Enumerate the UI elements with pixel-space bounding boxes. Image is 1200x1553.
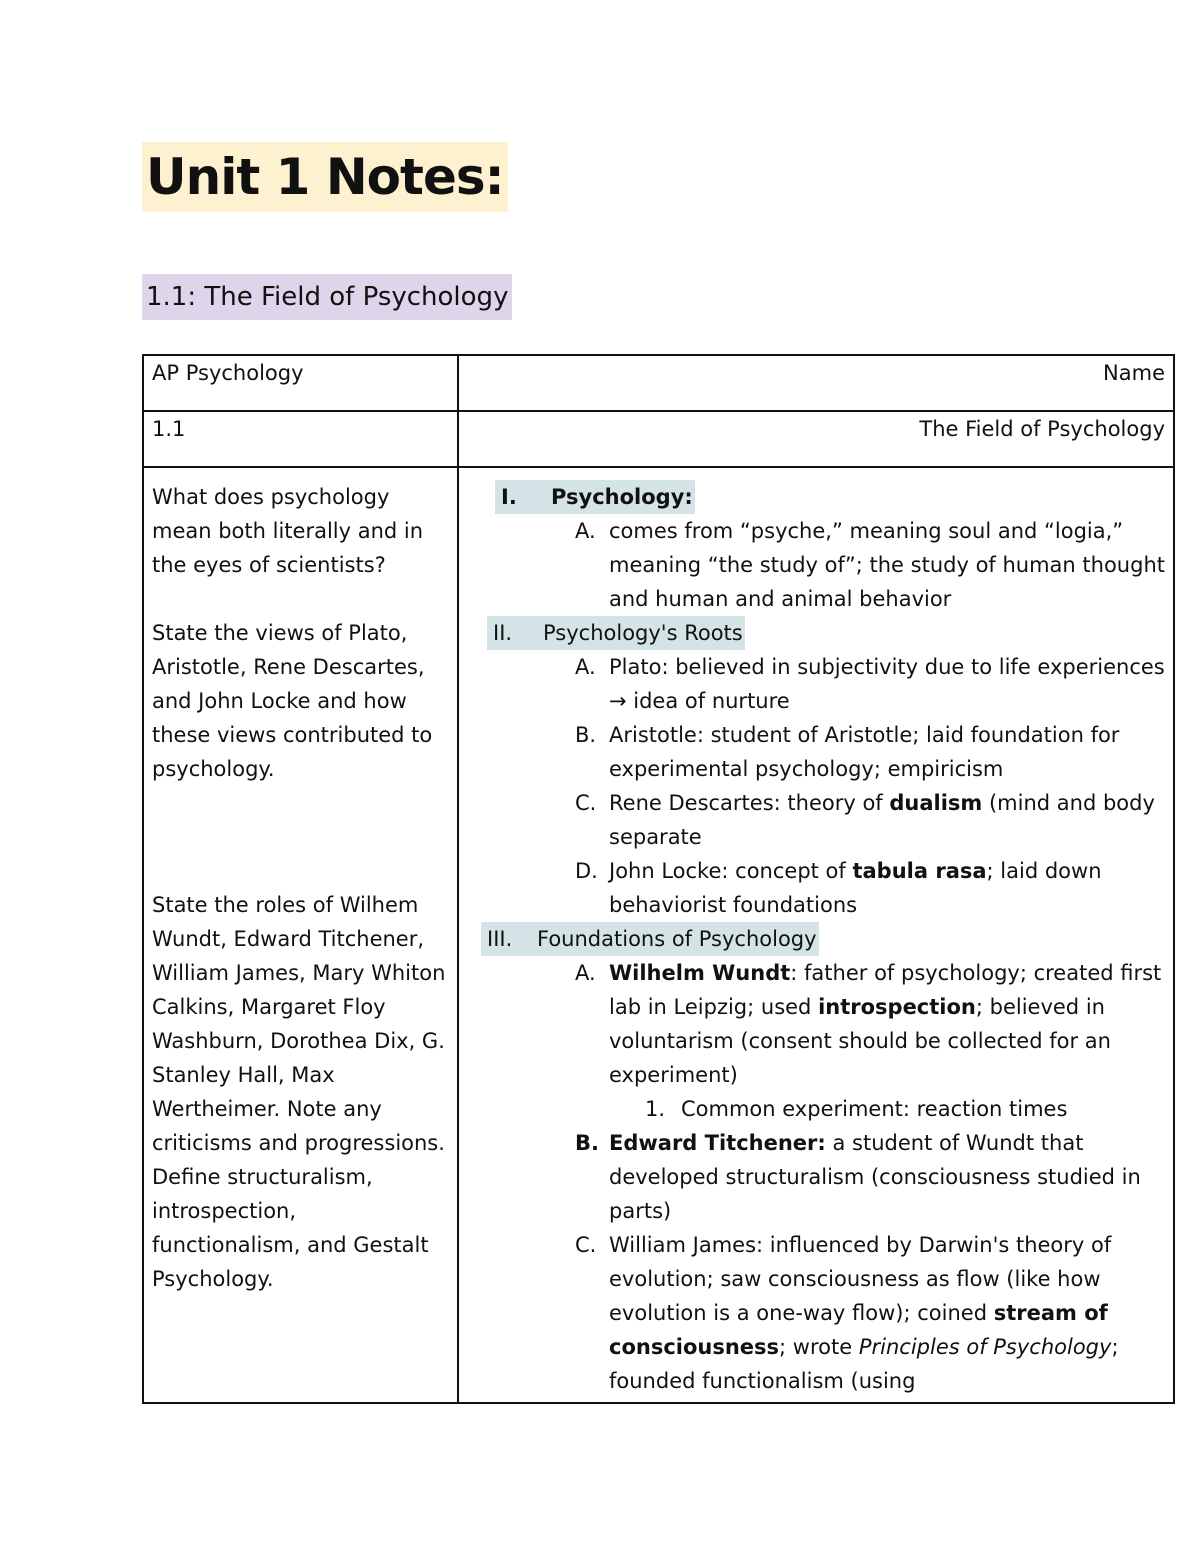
section-3-label: Foundations of Psychology: [537, 927, 817, 951]
key-term: tabula rasa: [852, 859, 987, 883]
table-row: [143, 467, 1174, 1403]
item-letter: B.: [575, 723, 597, 747]
text-run: ; founded functionalism (using: [609, 1335, 1119, 1393]
text-run: ; laid down behaviorist foundations: [609, 859, 1102, 917]
section-2-label: Psychology's Roots: [543, 621, 743, 645]
page-title: Unit 1 Notes:: [142, 142, 508, 212]
course-cell: AP Psychology: [143, 355, 458, 411]
item-text: [609, 854, 1165, 922]
item-text: Aristotle: student of Aristotle; laid foundation for experimental psychology; empiricism: [609, 723, 1120, 781]
item-text: comes from “psyche,” meaning soul and “logia,” meaning “the study of”; the study of human thought and human and animal behavior: [609, 519, 1165, 611]
text-run: Rene Descartes: theory of: [609, 791, 890, 815]
section-2-number: II.: [493, 621, 513, 645]
key-term: stream of consciousness: [609, 1301, 1108, 1359]
item-letter: A.: [575, 519, 596, 543]
text-run: : father of psychology; created first lab in Leipzig; used: [609, 961, 1162, 1019]
question-1: What does psychology mean both literally and in the eyes of scientists?: [152, 485, 424, 577]
item-letter: A.: [575, 655, 596, 679]
section-3-number: III.: [487, 927, 513, 951]
item-letter: D.: [575, 859, 598, 883]
list-item: [575, 956, 1165, 1092]
list-item: [575, 854, 1165, 922]
notes-cell: [458, 467, 1174, 1403]
text-run: ; wrote: [779, 1335, 859, 1359]
name-cell: Name: [458, 355, 1174, 411]
section-1-heading: [495, 480, 695, 514]
list-item: [645, 1092, 1165, 1126]
item-letter: B.: [575, 1131, 599, 1155]
item-letter: A.: [575, 961, 596, 985]
question-2: State the views of Plato, Aristotle, Rene Descartes, and John Locke and how these views contributed to psychology.: [152, 621, 433, 781]
list-item: [575, 650, 1165, 718]
book-title: Principles of Psychology: [858, 1335, 1112, 1359]
section-heading: 1.1: The Field of Psychology: [142, 274, 512, 320]
key-term: Wilhelm Wundt: [609, 961, 791, 985]
outline-section-3: [481, 922, 1165, 956]
key-term: dualism: [889, 791, 983, 815]
unit-number-cell: 1.1: [143, 411, 458, 467]
text-run: William James: influenced by Darwin's theory of evolution; saw consciousness as flow (like how evolution is a one-way flow); coined: [609, 1233, 1112, 1325]
table-row: [143, 355, 1174, 411]
item-text: [609, 1228, 1165, 1398]
item-text: Plato: believed in subjectivity due to life experiences → idea of nurture: [609, 655, 1165, 713]
list-item: [575, 514, 1165, 616]
item-text: [609, 1126, 1165, 1228]
key-term: Edward Titchener:: [609, 1131, 826, 1155]
section-1-number: I.: [501, 485, 517, 509]
section-1-label: Psychology:: [551, 485, 693, 509]
list-item: [575, 786, 1165, 854]
questions-cell: [143, 467, 458, 1403]
section-3-heading: [481, 922, 819, 956]
item-text: [609, 956, 1165, 1092]
unit-title-cell: The Field of Psychology: [458, 411, 1174, 467]
item-letter: C.: [575, 791, 597, 815]
notes-table: [142, 354, 1175, 1404]
list-item: [575, 1126, 1165, 1228]
table-row: [143, 411, 1174, 467]
outline-section-1: [495, 480, 1165, 514]
item-text: [609, 786, 1165, 854]
item-number: 1.: [645, 1097, 666, 1121]
list-item: [575, 1228, 1165, 1398]
item-letter: C.: [575, 1233, 597, 1257]
text-run: (mind and body separate: [609, 791, 1155, 849]
text-run: John Locke: concept of: [609, 859, 853, 883]
key-term: introspection: [818, 995, 976, 1019]
text-run: ; believed in voluntarism (consent should be collected for an experiment): [609, 995, 1111, 1087]
text-run: a student of Wundt that developed structuralism (consciousness studied in parts): [609, 1131, 1141, 1223]
outline-section-2: [487, 616, 1165, 650]
question-3: State the roles of Wilhem Wundt, Edward Titchener, William James, Mary Whiton Calkins, Margaret Floy Washburn, Dorothea Dix, G. Stanley Hall, Max Wertheimer. Note any criticisms and progressions. Define structuralism, introspection, functionalism, and Gestalt Psychology.: [152, 893, 446, 1291]
section-2-heading: [487, 616, 745, 650]
item-text: Common experiment: reaction times: [681, 1097, 1068, 1121]
list-item: [575, 718, 1165, 786]
